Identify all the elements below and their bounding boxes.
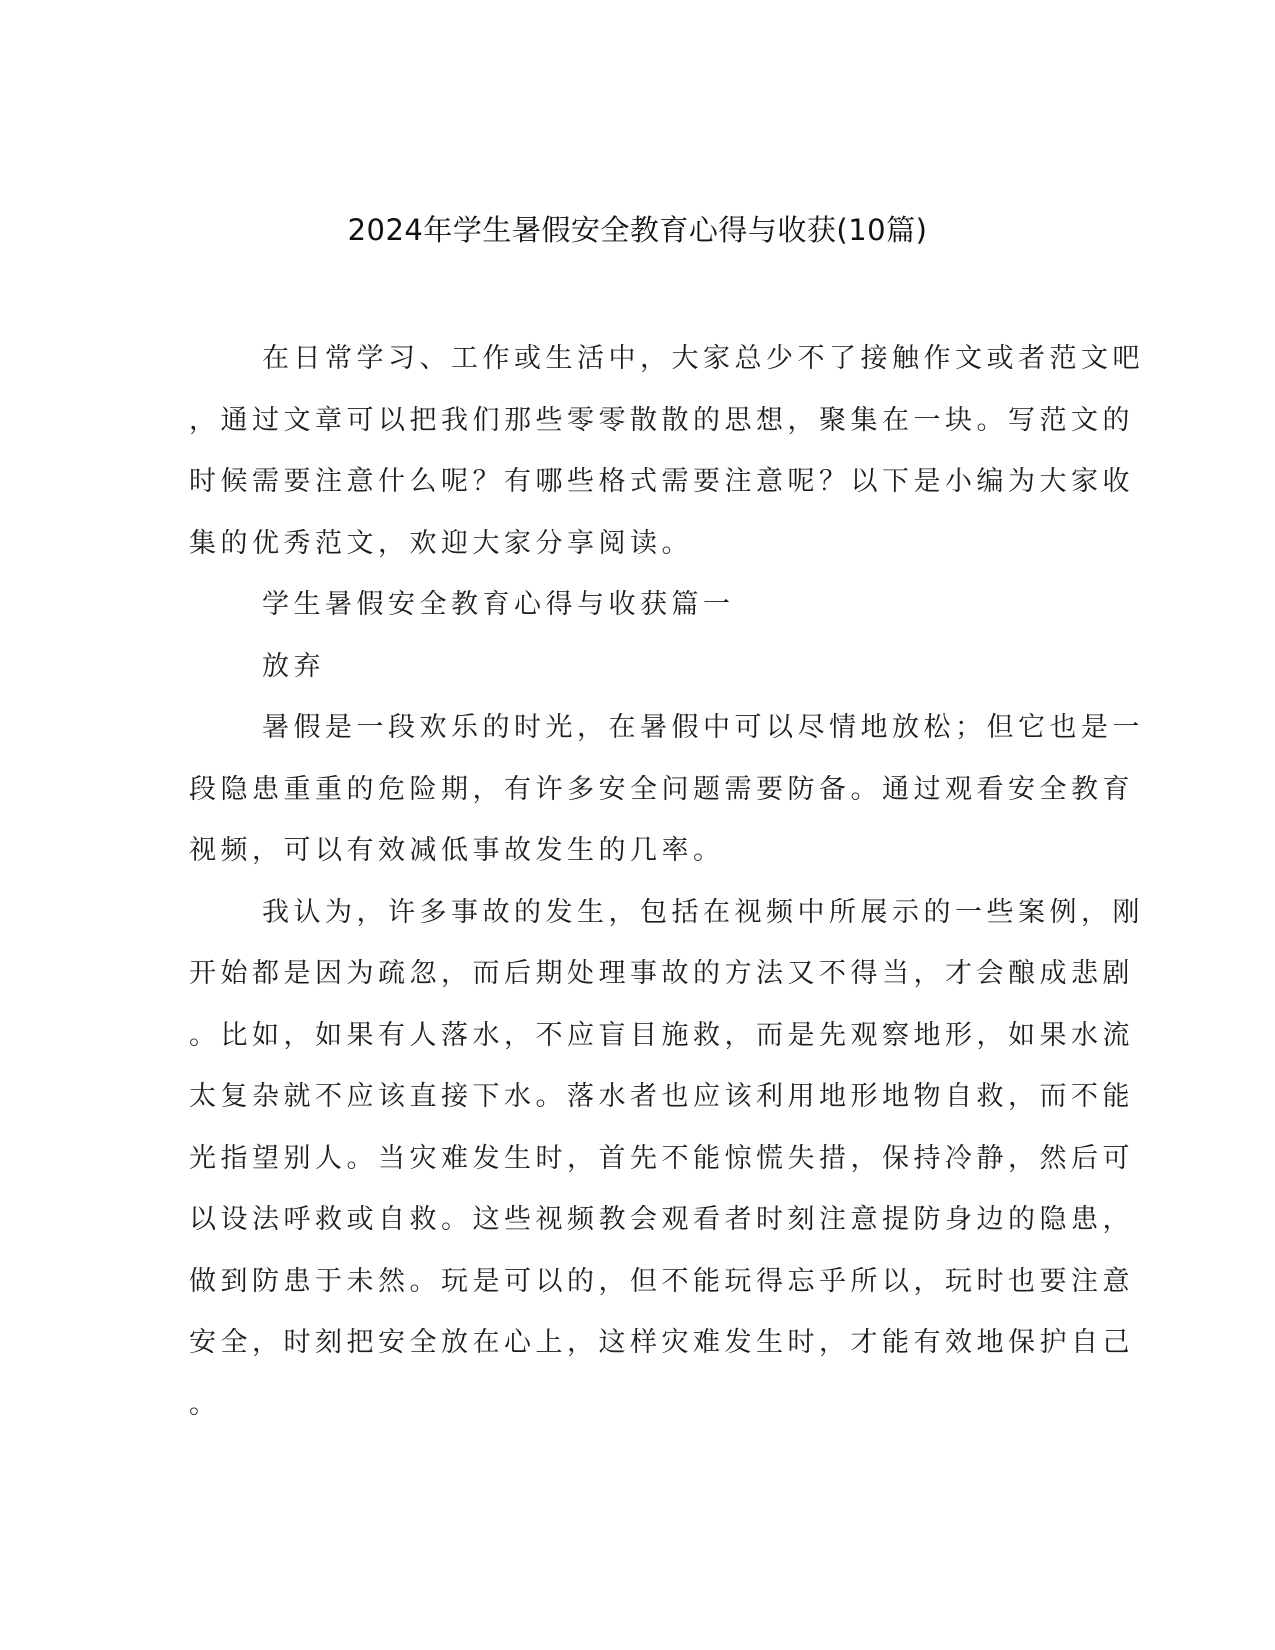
text-line: 。比如，如果有人落水，不应盲目施救，而是先观察地形，如果水流 (189, 1019, 1134, 1051)
text-line: 做到防患于未然。玩是可以的，但不能玩得忘乎所以，玩时也要注意 (189, 1265, 1134, 1297)
text-line: 学生暑假安全教育心得与收获篇一 (262, 589, 735, 620)
text-line: 光指望别人。当灾难发生时，首先不能惊慌失措，保持冷静，然后可 (189, 1142, 1134, 1174)
text-line: 开始都是因为疏忽，而后期处理事故的方法又不得当，才会酿成悲剧 (189, 958, 1134, 989)
text-line: 暑假是一段欢乐的时光，在暑假中可以尽情地放松；但它也是一 (262, 712, 1144, 743)
text-line: 安全，时刻把安全放在心上，这样灾难发生时，才能有效地保护自己 (189, 1327, 1134, 1358)
document-title: 2024年学生暑假安全教育心得与收获(10篇) (347, 213, 928, 247)
text-line: 以设法呼救或自救。这些视频教会观看者时刻注意提防身边的隐患， (189, 1204, 1134, 1235)
document-body (189, 328, 1144, 1435)
text-line: 我认为，许多事故的发生，包括在视频中所展示的一些案例，刚 (262, 896, 1144, 928)
text-line: 放弃 (262, 650, 325, 682)
text-line: 段隐患重重的危险期，有许多安全问题需要防备。通过观看安全教育 (189, 773, 1134, 805)
text-line: 太复杂就不应该直接下水。落水者也应该利用地形地物自救，而不能 (189, 1081, 1134, 1112)
text-line: 时候需要注意什么呢？有哪些格式需要注意呢？以下是小编为大家收 (189, 466, 1134, 497)
text-line: 在日常学习、工作或生活中，大家总少不了接触作文或者范文吧 (262, 343, 1144, 374)
text-line: 。 (189, 1388, 221, 1420)
text-line: 集的优秀范文，欢迎大家分享阅读。 (189, 527, 693, 559)
text-line: 视频，可以有效减低事故发生的几率。 (189, 835, 725, 866)
text-line: ，通过文章可以把我们那些零零散散的思想，聚集在一块。写范文的 (189, 404, 1134, 436)
